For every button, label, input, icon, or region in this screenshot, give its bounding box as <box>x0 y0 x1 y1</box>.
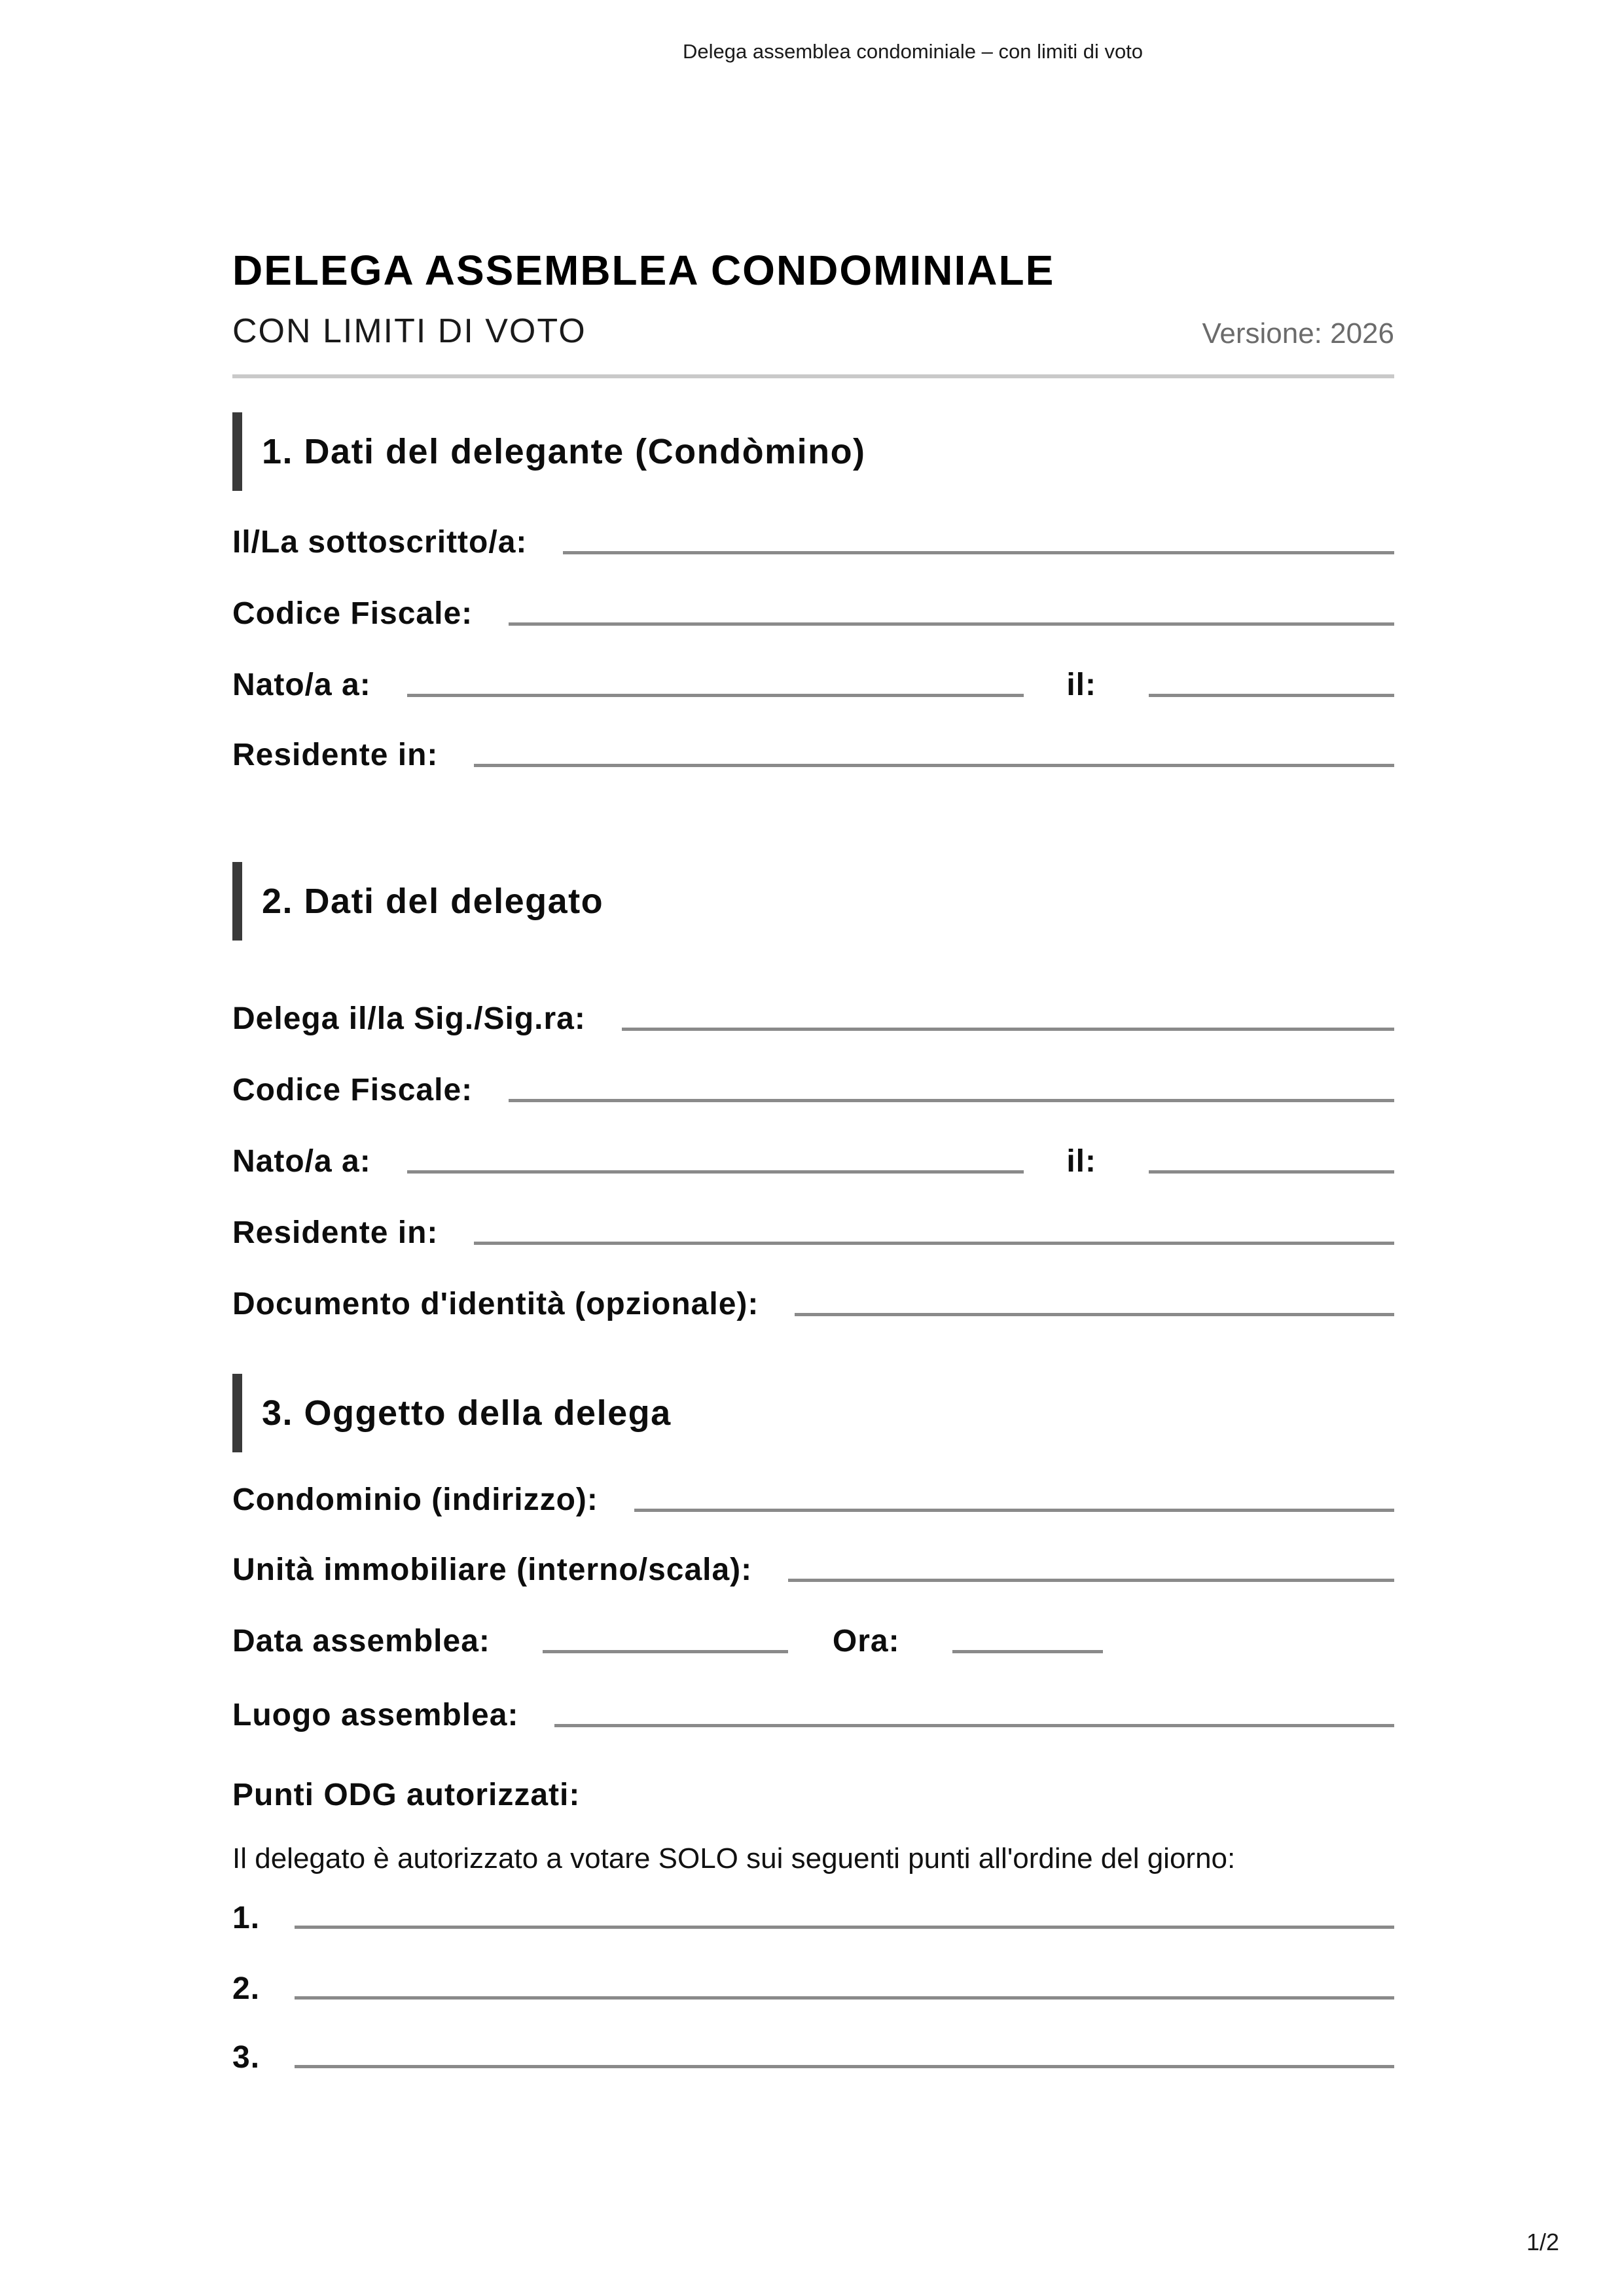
blank-line-residente-2 <box>474 1242 1394 1245</box>
label-documento: Documento d'identità (opzionale): <box>232 1287 759 1321</box>
label-ora: Ora: <box>832 1624 900 1659</box>
label-sottoscritto: Il/La sottoscritto/a: <box>232 525 528 560</box>
label-residente-2: Residente in: <box>232 1215 439 1250</box>
blank-line-luogo <box>554 1724 1394 1727</box>
field-row-residente-1 <box>232 737 1394 771</box>
section-accent-bar <box>232 412 242 491</box>
label-il-2: il: <box>1066 1144 1096 1179</box>
odg-instruction-text: Il delegato è autorizzato a votare SOLO sui seguenti punti all'ordine del giorno: <box>232 1842 1236 1874</box>
field-row-unita <box>232 1552 1394 1586</box>
running-header: Delega assemblea condominiale – con limiti di voto <box>683 40 1144 63</box>
odg-item-number-2: 2. <box>232 1971 261 2006</box>
odg-item-row-3 <box>232 2036 1394 2073</box>
section-2-header <box>232 862 1394 941</box>
field-row-delega <box>232 1001 1394 1035</box>
blank-line-il-1 <box>1149 694 1394 697</box>
subtitle-row <box>232 306 1394 348</box>
label-unita: Unità immobiliare (interno/scala): <box>232 1552 753 1587</box>
document-title: DELEGA ASSEMBLEA CONDOMINIALE <box>232 247 1055 294</box>
blank-line-il-2 <box>1149 1170 1394 1174</box>
blank-line-nato-1 <box>407 694 1024 697</box>
odg-item-row-2 <box>232 1967 1394 2005</box>
section-accent-bar <box>232 1374 242 1452</box>
label-residente-1: Residente in: <box>232 738 439 772</box>
document-subtitle: CON LIMITI DI VOTO <box>232 312 586 350</box>
version-label: Versione: 2026 <box>1202 317 1394 350</box>
blank-line-ora <box>952 1650 1103 1653</box>
label-codice-fiscale-2: Codice Fiscale: <box>232 1073 473 1107</box>
blank-line-odg-2 <box>295 1996 1394 2000</box>
odg-item-row-1 <box>232 1896 1394 1934</box>
blank-line-sottoscritto <box>563 551 1394 554</box>
label-data-assemblea: Data assemblea: <box>232 1624 490 1659</box>
field-row-codice-fiscale-2 <box>232 1072 1394 1106</box>
blank-line-condominio <box>634 1509 1394 1512</box>
blank-line-data-assemblea <box>543 1650 788 1653</box>
section-3-title: 3. Oggetto della delega <box>262 1393 672 1433</box>
label-punti-odg: Punti ODG autorizzati: <box>232 1778 581 1812</box>
label-nato-1: Nato/a a: <box>232 668 371 702</box>
page-number: 1/2 <box>1526 2229 1559 2255</box>
blank-line-nato-2 <box>407 1170 1024 1174</box>
field-row-residente-2 <box>232 1215 1394 1249</box>
odg-item-number-1: 1. <box>232 1901 261 1935</box>
blank-line-unita <box>788 1579 1394 1582</box>
label-il-1: il: <box>1066 668 1096 702</box>
field-row-codice-fiscale-1 <box>232 596 1394 630</box>
blank-line-codice-fiscale-1 <box>509 622 1394 626</box>
label-delega: Delega il/la Sig./Sig.ra: <box>232 1001 586 1036</box>
odg-item-number-3: 3. <box>232 2040 261 2075</box>
blank-line-delega <box>622 1028 1394 1031</box>
section-1-header <box>232 412 1394 491</box>
field-row-condominio <box>232 1482 1394 1516</box>
section-accent-bar <box>232 862 242 941</box>
label-condominio: Condominio (indirizzo): <box>232 1482 598 1517</box>
blank-line-documento <box>795 1313 1394 1316</box>
section-3-header <box>232 1374 1394 1452</box>
field-row-documento <box>232 1286 1394 1320</box>
field-row-data-assemblea <box>232 1623 1394 1657</box>
label-luogo: Luogo assemblea: <box>232 1698 519 1732</box>
field-row-nato-2 <box>232 1143 1394 1177</box>
title-divider-rule <box>232 374 1394 378</box>
blank-line-odg-1 <box>295 1926 1394 1929</box>
section-2-title: 2. Dati del delegato <box>262 882 604 921</box>
label-nato-2: Nato/a a: <box>232 1144 371 1179</box>
section-1-title: 1. Dati del delegante (Condòmino) <box>262 432 866 471</box>
blank-line-residente-1 <box>474 764 1394 767</box>
label-codice-fiscale-1: Codice Fiscale: <box>232 596 473 631</box>
blank-line-odg-3 <box>295 2065 1394 2068</box>
field-row-luogo <box>232 1697 1394 1731</box>
field-row-nato-1 <box>232 667 1394 701</box>
blank-line-codice-fiscale-2 <box>509 1099 1394 1102</box>
field-row-sottoscritto <box>232 524 1394 558</box>
